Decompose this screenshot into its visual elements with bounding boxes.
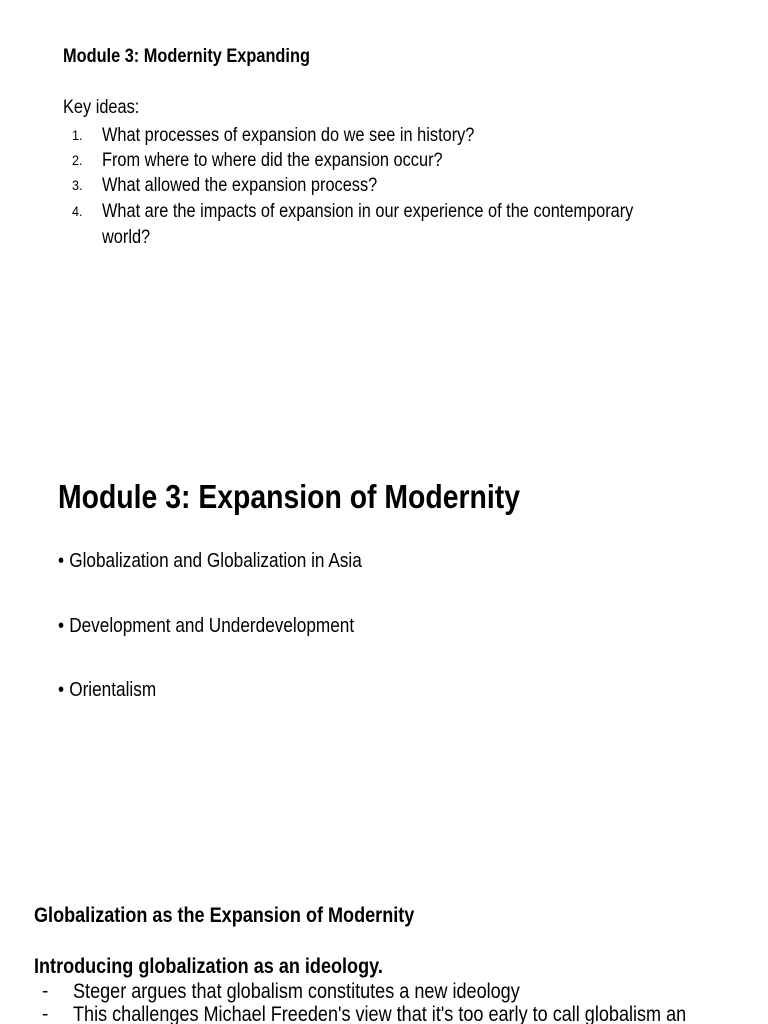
list-text: From where to where did the expansion occur? [102, 150, 443, 171]
bullet-item [58, 615, 354, 638]
dash-icon: - [42, 981, 49, 1002]
bullet-icon: • [58, 550, 65, 572]
section-subheading: Introducing globalization as an ideology. [34, 955, 383, 978]
list-number: 1. [72, 127, 83, 143]
bullet-text: Orientalism [69, 679, 157, 701]
list-text: Steger argues that globalism constitutes a new ideology [73, 980, 520, 1003]
list-text: What are the impacts of expansion in our experience of the contemporary world? [102, 201, 634, 248]
list-text: What allowed the expansion process? [102, 175, 378, 196]
module-heading: Module 3: Modernity Expanding [63, 46, 310, 67]
list-number: 2. [72, 152, 83, 168]
key-ideas-label: Key ideas: [63, 97, 140, 118]
section-heading: Globalization as the Expansion of Modernity [34, 904, 415, 927]
list-number: 3. [72, 177, 83, 193]
bullet-item [58, 679, 156, 702]
slide-title: Module 3: Expansion of Modernity [58, 478, 520, 515]
bullet-icon: • [58, 615, 65, 637]
bullet-item [58, 550, 362, 573]
bullet-icon: • [58, 679, 65, 701]
bullet-text: Globalization and Globalization in Asia [69, 550, 362, 572]
list-text: What processes of expansion do we see in history? [102, 125, 475, 146]
dash-icon: - [42, 1004, 49, 1024]
list-number: 4. [72, 203, 83, 219]
list-text: This challenges Michael Freeden's view that it's too early to call globalism an [73, 1003, 687, 1024]
bullet-text: Development and Underdevelopment [69, 615, 355, 637]
